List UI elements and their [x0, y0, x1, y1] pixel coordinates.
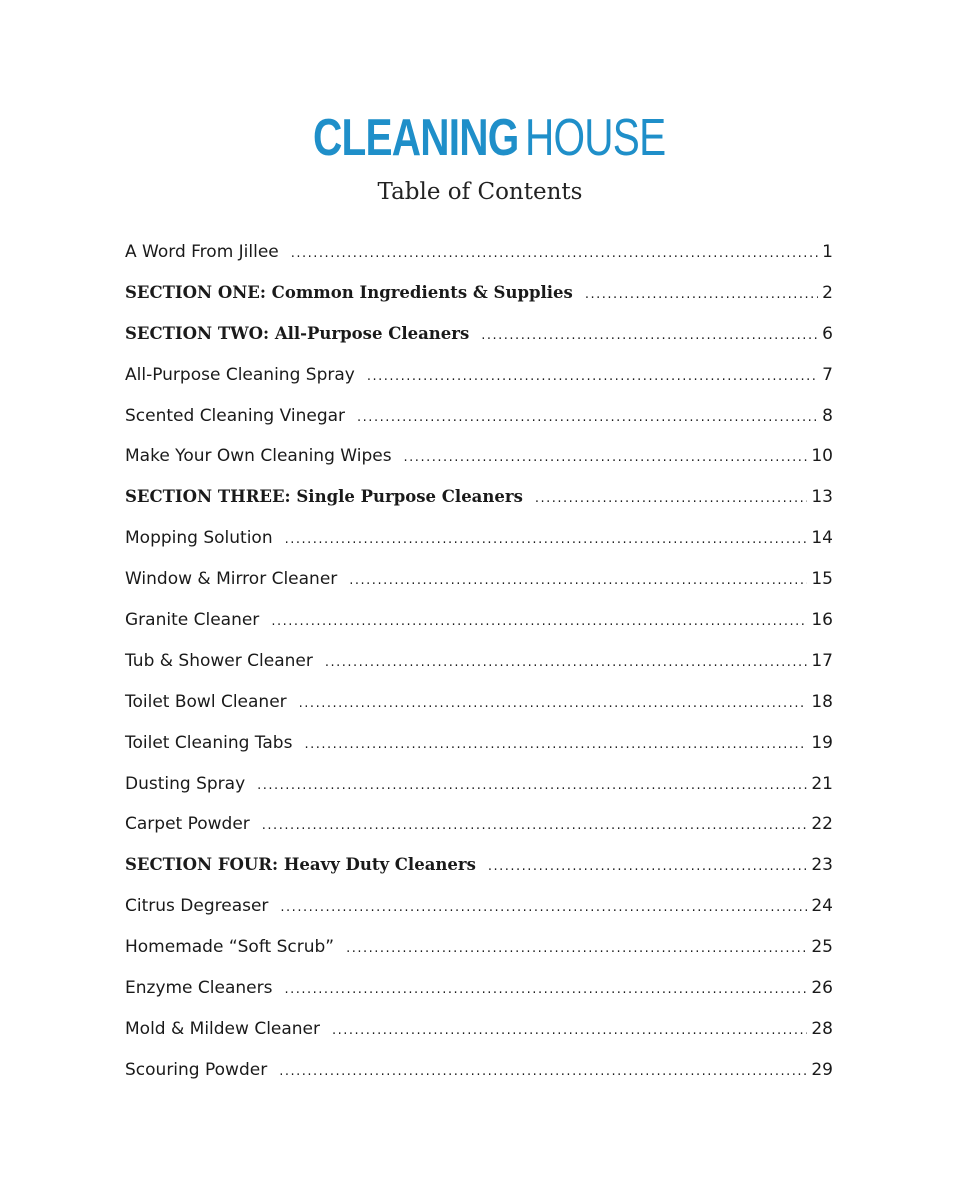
toc-dot-leader	[284, 970, 807, 1011]
toc-entry-title: SECTION ONE: Common Ingredients & Supplies	[125, 282, 573, 302]
toc-entry[interactable]	[125, 927, 833, 968]
brand-title-light: HOUSE	[524, 109, 666, 167]
toc-entry[interactable]	[125, 764, 833, 805]
toc-entry-title: SECTION TWO: All-Purpose Cleaners	[125, 323, 470, 343]
toc-entry[interactable]	[125, 559, 833, 600]
toc-entry-page-number: 17	[811, 650, 833, 671]
toc-entry[interactable]	[125, 886, 833, 927]
toc-entry-title: Make Your Own Cleaning Wipes	[125, 446, 392, 467]
toc-entry-title: All-Purpose Cleaning Spray	[125, 364, 355, 385]
toc-dot-leader	[299, 684, 808, 725]
toc-dot-leader	[481, 316, 818, 357]
brand-title-strong: CLEANING	[313, 109, 519, 167]
toc-entry-title: Toilet Bowl Cleaner	[125, 691, 287, 712]
toc-section-entry[interactable]	[125, 273, 833, 314]
toc-entry[interactable]	[125, 436, 833, 477]
toc-entry-title: Window & Mirror Cleaner	[125, 569, 338, 590]
toc-entry[interactable]	[125, 518, 833, 559]
toc-dot-leader	[357, 398, 818, 439]
toc-entry[interactable]	[125, 396, 833, 437]
toc-entry-title: Tub & Shower Cleaner	[125, 650, 313, 671]
toc-entry-page-number: 26	[811, 978, 833, 999]
toc-entry[interactable]	[125, 355, 833, 396]
toc-entry-page-number: 24	[811, 896, 833, 917]
toc-entry-title: Mold & Mildew Cleaner	[125, 1018, 321, 1039]
toc-entry-page-number: 16	[811, 610, 833, 631]
toc-entry-page-number: 29	[811, 1059, 833, 1080]
toc-entry[interactable]	[125, 968, 833, 1009]
toc-dot-leader	[257, 766, 807, 807]
toc-entry[interactable]	[125, 723, 833, 764]
toc-entry[interactable]	[125, 1050, 833, 1091]
toc-dot-leader	[325, 643, 808, 684]
table-of-contents	[125, 232, 833, 1091]
toc-dot-leader	[585, 275, 818, 316]
toc-entry-title: Scented Cleaning Vinegar	[125, 405, 346, 426]
toc-entry-page-number: 23	[811, 855, 833, 876]
toc-entry-page-number: 28	[811, 1018, 833, 1039]
toc-entry[interactable]	[125, 682, 833, 723]
toc-dot-leader	[304, 725, 807, 766]
toc-section-entry[interactable]	[125, 314, 833, 355]
toc-dot-leader	[271, 602, 807, 643]
toc-entry-page-number: 15	[811, 569, 833, 590]
toc-entry-title: Mopping Solution	[125, 528, 273, 549]
toc-dot-leader	[332, 1011, 807, 1052]
toc-entry-title: Toilet Cleaning Tabs	[125, 732, 293, 753]
toc-entry-page-number: 8	[822, 405, 833, 426]
toc-dot-leader	[535, 479, 808, 520]
toc-entry-title: Enzyme Cleaners	[125, 978, 273, 999]
toc-dot-leader	[280, 888, 807, 929]
toc-entry-page-number: 14	[811, 528, 833, 549]
toc-section-entry[interactable]	[125, 477, 833, 518]
toc-entry-title: Citrus Degreaser	[125, 896, 269, 917]
toc-entry-title: Carpet Powder	[125, 814, 250, 835]
toc-entry-page-number: 19	[811, 732, 833, 753]
toc-entry-title: SECTION THREE: Single Purpose Cleaners	[125, 487, 523, 507]
toc-entry-page-number: 13	[811, 487, 833, 508]
toc-entry-page-number: 18	[811, 691, 833, 712]
toc-dot-leader	[404, 438, 808, 479]
toc-entry-title: Scouring Powder	[125, 1059, 268, 1080]
toc-entry-page-number: 10	[811, 446, 833, 467]
toc-dot-leader	[349, 561, 807, 602]
toc-dot-leader	[262, 806, 808, 847]
toc-dot-leader	[367, 357, 818, 398]
toc-entry-page-number: 25	[811, 937, 833, 958]
toc-entry-title: SECTION FOUR: Heavy Duty Cleaners	[125, 855, 476, 875]
toc-entry-title: Dusting Spray	[125, 773, 246, 794]
toc-dot-leader	[285, 520, 808, 561]
toc-section-entry[interactable]	[125, 845, 833, 886]
toc-entry[interactable]	[125, 600, 833, 641]
toc-entry-title: Granite Cleaner	[125, 610, 260, 631]
page-title: Table of Contents	[377, 179, 583, 205]
toc-entry-page-number: 1	[822, 242, 833, 262]
toc-dot-leader	[488, 847, 807, 888]
toc-dot-leader	[279, 1052, 807, 1093]
toc-dot-leader	[346, 929, 807, 970]
toc-entry-page-number: 6	[822, 323, 833, 344]
toc-entry-page-number: 7	[822, 364, 833, 385]
toc-entry-page-number: 2	[822, 282, 833, 303]
toc-entry-title: Homemade “Soft Scrub”	[125, 937, 335, 958]
toc-entry-page-number: 21	[811, 773, 833, 794]
toc-entry[interactable]	[125, 232, 833, 273]
toc-entry[interactable]	[125, 1009, 833, 1050]
toc-entry[interactable]	[125, 804, 833, 845]
toc-dot-leader	[291, 234, 818, 275]
toc-entry-page-number: 22	[811, 814, 833, 835]
toc-entry[interactable]	[125, 641, 833, 682]
toc-entry-title: A Word From Jillee	[125, 242, 279, 262]
brand-title	[0, 108, 960, 168]
